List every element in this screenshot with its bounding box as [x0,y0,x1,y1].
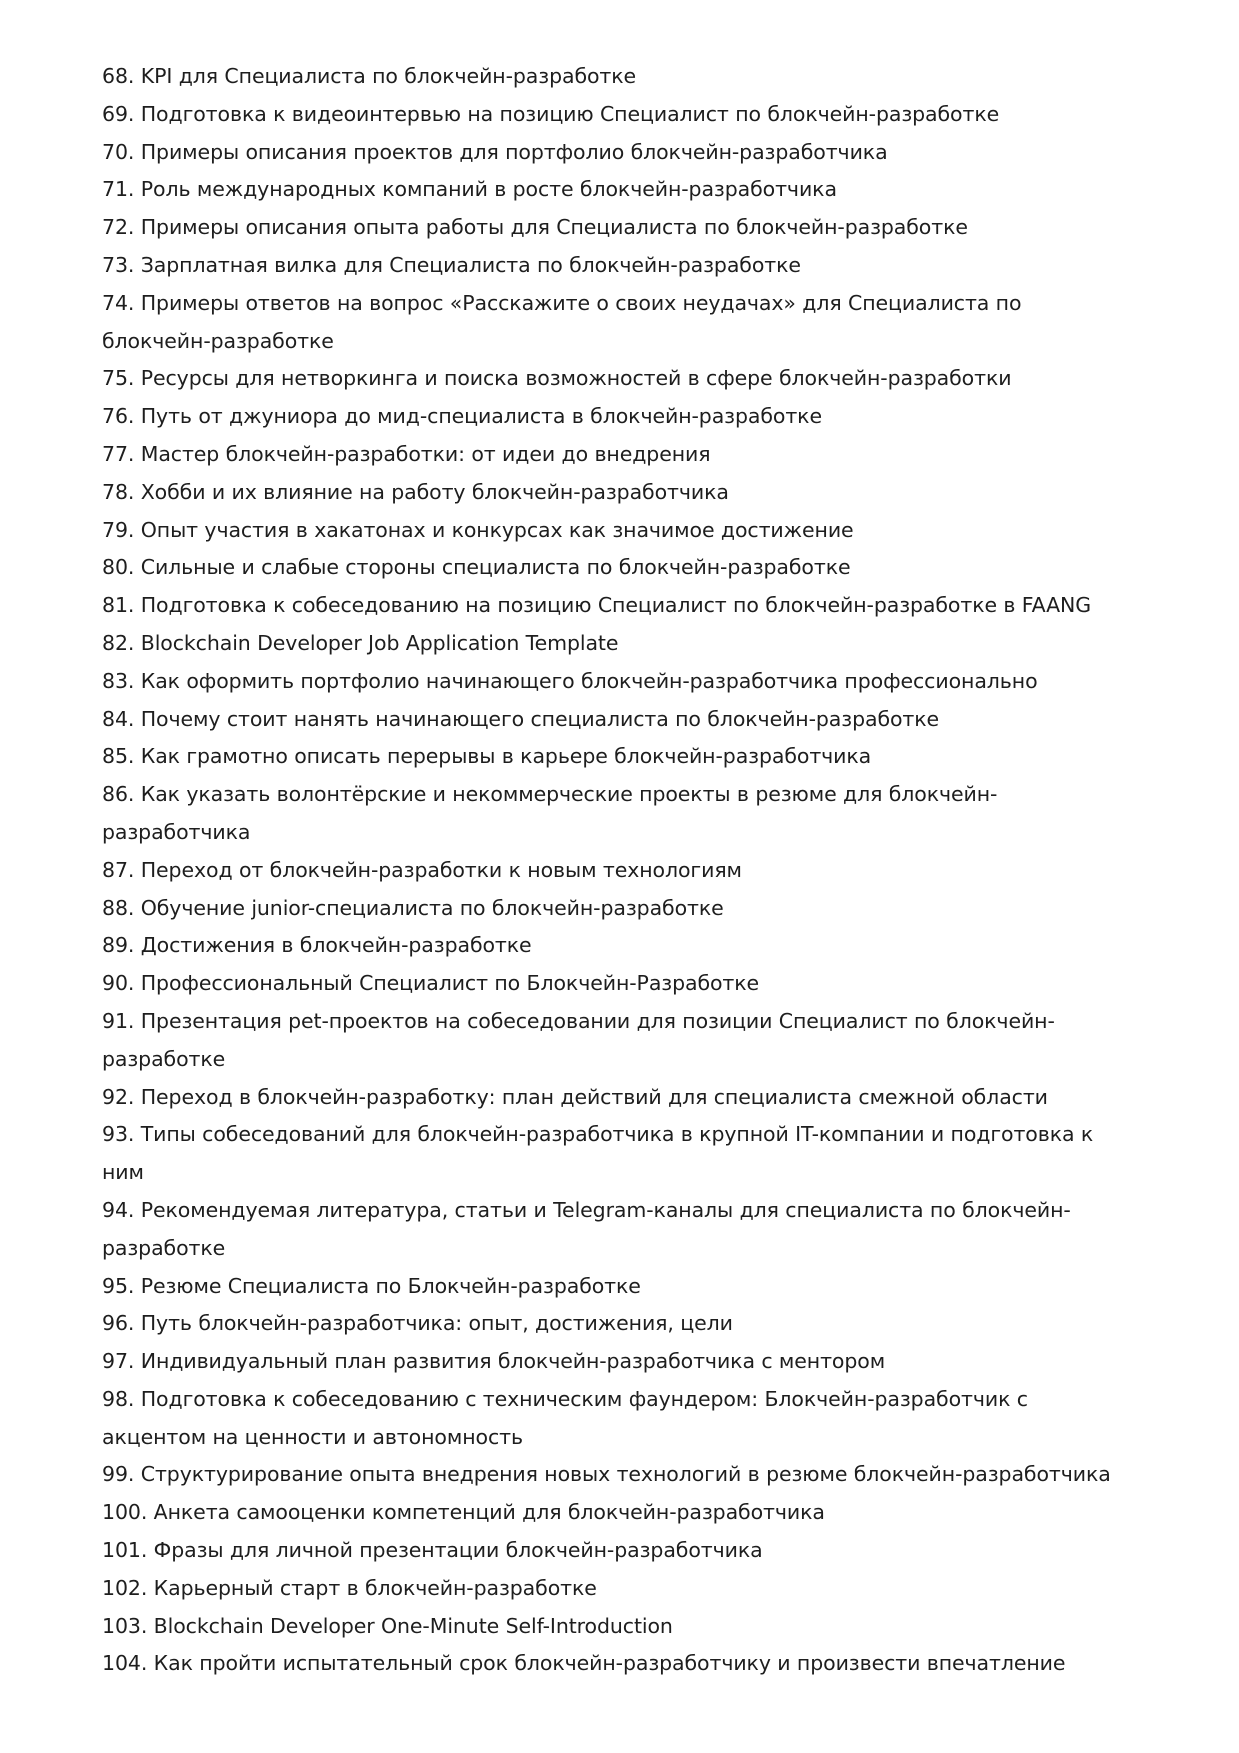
list-item [102,285,1132,361]
item-number: 72. [102,215,135,240]
item-text: Типы собеседований для блокчейн-разработчика в крупной IT-компании и подготовка к ним [102,1122,1094,1185]
list-item [102,738,1132,776]
topic-list [102,58,1132,1683]
list-item [102,1116,1132,1192]
list-item [102,1268,1132,1306]
item-text: KPI для Специалиста по блокчейн-разработке [140,64,637,88]
item-text: Путь блокчейн-разработчика: опыт, достижения, цели [140,1311,733,1336]
item-text: Мастер блокчейн-разработки: от идеи до внедрения [140,441,711,466]
list-item [102,852,1132,890]
list-item [102,1456,1132,1494]
list-item [102,398,1132,436]
item-number: 92. [102,1084,135,1109]
item-text: Как грамотно описать перерывы в карьере блокчейн-разработчика [140,744,872,769]
item-number: 104. [102,1651,148,1676]
item-text: Примеры ответов на вопрос «Расскажите о своих неудачах» для Специалиста по блокчейн-разработке [102,290,1022,353]
item-number: 69. [102,101,135,126]
list-item [102,663,1132,701]
item-text: Примеры описания проектов для портфолио блокчейн-разработчика [140,139,888,164]
list-item [102,96,1132,134]
item-text: Профессиональный Специалист по Блокчейн-Разработке [140,971,760,996]
item-number: 68. [102,64,135,88]
list-item [102,549,1132,587]
item-number: 79. [102,517,135,542]
item-text: Опыт участия в хакатонах и конкурсах как значимое достижение [140,517,854,542]
item-number: 91. [102,1008,135,1033]
list-item [102,1570,1132,1608]
item-number: 73. [102,252,135,277]
item-number: 97. [102,1349,135,1374]
item-number: 103. [102,1613,148,1638]
item-text: Подготовка к видеоинтервью на позицию Специалист по блокчейн-разработке [140,101,1000,126]
item-number: 101. [102,1538,148,1563]
item-number: 96. [102,1311,135,1336]
list-item [102,587,1132,625]
item-number: 93. [102,1122,135,1147]
list-item [102,171,1132,209]
item-number: 88. [102,895,135,920]
item-text: Резюме Специалиста по Блокчейн-разработке [140,1273,641,1298]
document-page [102,58,1132,1683]
item-number: 74. [102,290,135,315]
list-item [102,1003,1132,1079]
item-text: Подготовка к собеседованию с техническим фаундером: Блокчейн-разработчик с акцентом на ценности и автономность [102,1386,1028,1449]
list-item [102,701,1132,739]
list-item [102,927,1132,965]
list-item [102,360,1132,398]
list-item [102,134,1132,172]
list-item [102,209,1132,247]
item-text: Индивидуальный план развития блокчейн-разработчика с ментором [140,1349,886,1374]
item-text: Ресурсы для нетворкинга и поиска возможностей в сфере блокчейн-разработки [140,366,1012,391]
item-text: Переход в блокчейн-разработку: план действий для специалиста смежной области [140,1084,1048,1109]
item-text: Хобби и их влияние на работу блокчейн-разработчика [140,479,729,504]
item-number: 71. [102,177,135,202]
item-text: Зарплатная вилка для Специалиста по блокчейн-разработке [140,252,801,277]
list-item [102,436,1132,474]
item-number: 87. [102,857,135,882]
item-text: Как оформить портфолио начинающего блокчейн-разработчика профессионально [140,668,1038,693]
list-item [102,625,1132,663]
list-item [102,1608,1132,1646]
item-text: Как пройти испытательный срок блокчейн-разработчику и произвести впечатление [153,1651,1066,1676]
item-number: 90. [102,971,135,996]
item-number: 83. [102,668,135,693]
item-number: 81. [102,593,135,618]
item-text: Как указать волонтёрские и некоммерческие проекты в резюме для блокчейн-разработчика [102,782,998,844]
item-number: 80. [102,555,135,580]
list-item [102,965,1132,1003]
list-item [102,58,1132,96]
item-text: Почему стоит нанять начинающего специалиста по блокчейн-разработке [140,706,940,731]
item-text: Презентация pet-проектов на собеседовании для позиции Специалист по блокчейн-разработке [102,1008,1055,1071]
list-item [102,474,1132,512]
item-text: Фразы для личной презентации блокчейн-разработчика [153,1538,763,1563]
item-text: Blockchain Developer One-Minute Self-Introduction [153,1613,673,1638]
item-number: 98. [102,1386,135,1411]
item-text: Blockchain Developer Job Application Template [140,630,619,655]
item-number: 78. [102,479,135,504]
item-text: Достижения в блокчейн-разработке [140,933,532,958]
item-number: 102. [102,1575,148,1600]
list-item [102,1494,1132,1532]
item-number: 77. [102,441,135,466]
item-number: 95. [102,1273,135,1298]
list-item [102,1645,1132,1683]
item-number: 76. [102,404,135,429]
list-item [102,1192,1132,1268]
item-number: 89. [102,933,135,958]
item-text: Примеры описания опыта работы для Специалиста по блокчейн-разработке [140,215,968,240]
list-item [102,1343,1132,1381]
item-number: 70. [102,139,135,164]
list-item [102,1079,1132,1117]
item-number: 85. [102,744,135,769]
item-text: Рекомендуемая литература, статьи и Telegram-каналы для специалиста по блокчейн-разработке [102,1197,1071,1260]
list-item [102,776,1132,852]
item-number: 99. [102,1462,135,1487]
item-text: Роль международных компаний в росте блокчейн-разработчика [140,177,837,202]
item-number: 94. [102,1197,135,1222]
item-text: Путь от джуниора до мид-специалиста в блокчейн-разработке [140,404,822,429]
item-text: Обучение junior-специалиста по блокчейн-разработке [140,895,724,920]
item-number: 100. [102,1500,148,1525]
item-text: Карьерный старт в блокчейн-разработке [153,1575,597,1600]
item-text: Переход от блокчейн-разработки к новым технологиям [140,857,742,882]
list-item [102,890,1132,928]
item-number: 82. [102,630,135,655]
item-text: Структурирование опыта внедрения новых технологий в резюме блокчейн-разработчика [140,1462,1111,1487]
item-number: 75. [102,366,135,391]
list-item [102,1305,1132,1343]
list-item [102,1532,1132,1570]
item-text: Сильные и слабые стороны специалиста по блокчейн-разработке [140,555,851,580]
item-text: Подготовка к собеседованию на позицию Специалист по блокчейн-разработке в FAANG [140,593,1092,618]
list-item [102,1381,1132,1457]
item-number: 84. [102,706,135,731]
list-item [102,247,1132,285]
item-number: 86. [102,782,135,807]
list-item [102,512,1132,550]
item-text: Анкета самооценки компетенций для блокчейн-разработчика [153,1500,825,1525]
